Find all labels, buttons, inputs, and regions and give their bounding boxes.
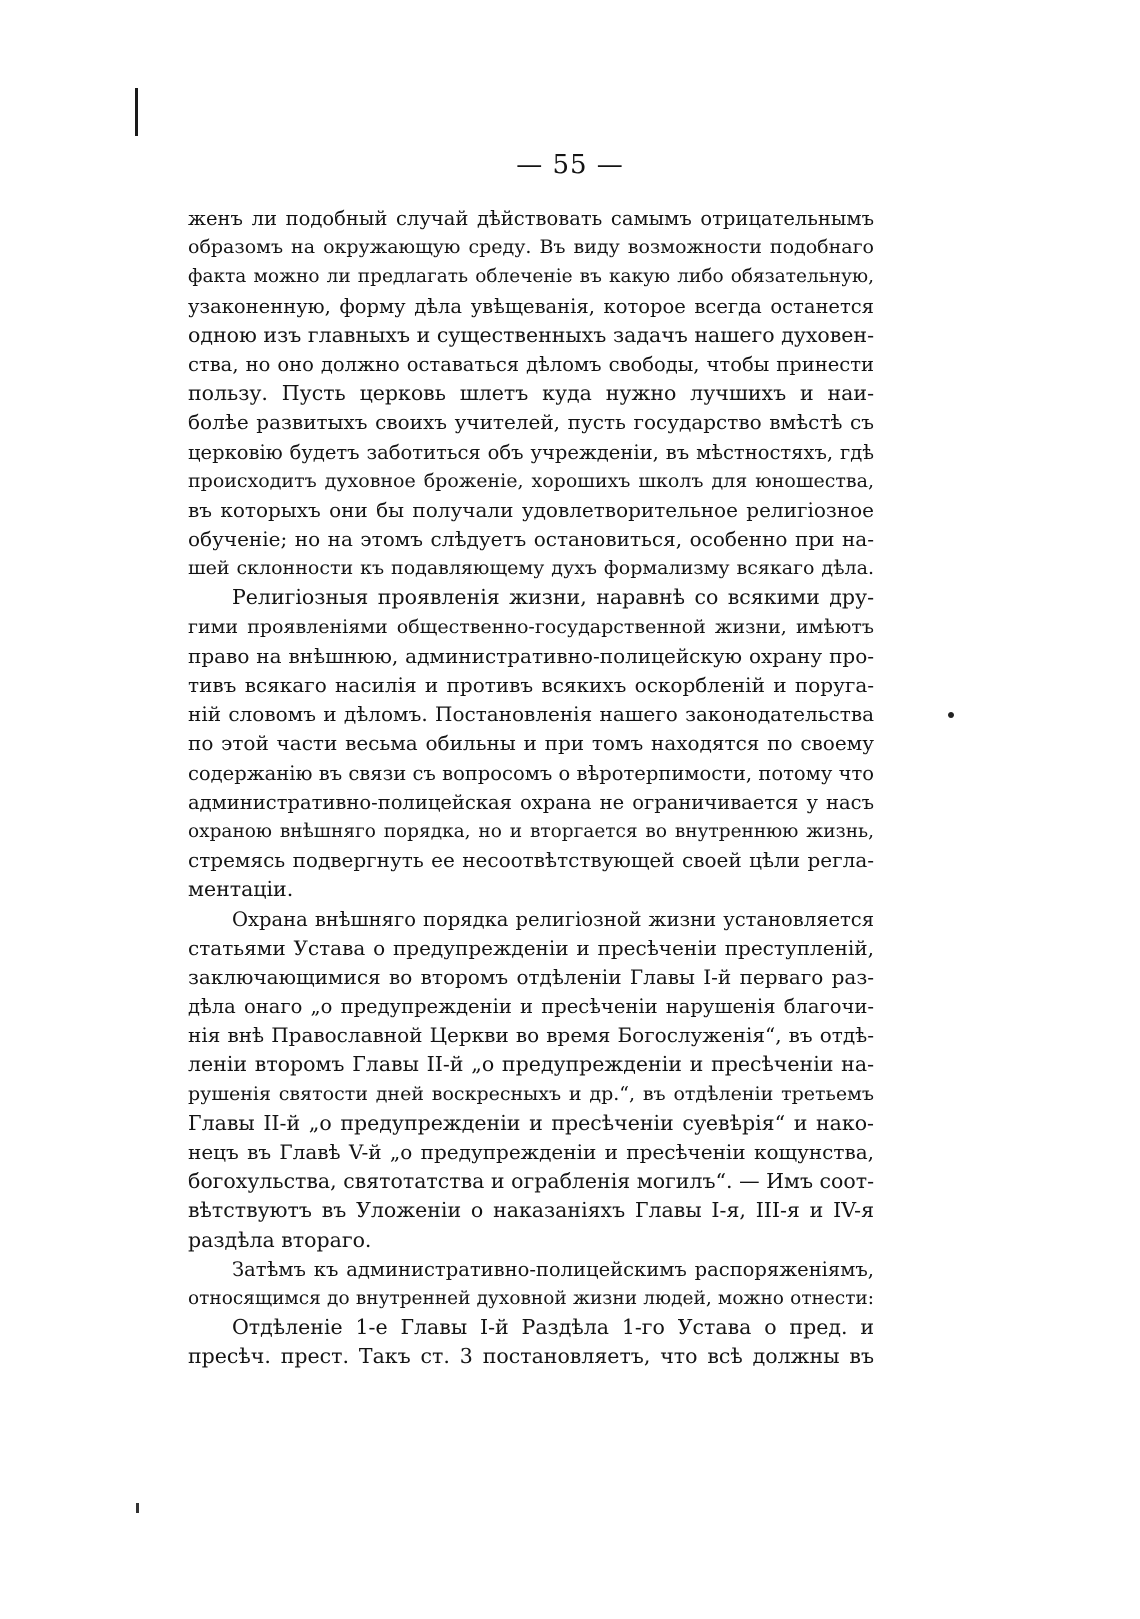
text-line: Главы II-й „о предупрежденіи и пресѣченіи суевѣрія“ и нако- — [188, 1110, 874, 1135]
text-line: шей склонности къ подавляющему духъ формализму всякаго дѣла. — [188, 557, 874, 580]
paragraph-end-line: раздѣла втораго. — [188, 1227, 372, 1252]
text-line: образомъ на окружающую среду. Въ виду возможности подобнаго — [188, 236, 874, 259]
text-line: ства, но оно должно оставаться дѣломъ свободы, чтобы принести — [188, 352, 874, 376]
text-line: женъ ли подобный случай дѣйствовать самымъ отрицательнымъ — [188, 207, 874, 230]
text-line: пользу. Пусть церковь шлетъ куда нужно лучшихъ и наи- — [188, 381, 874, 406]
paragraph-end-line: ментаціи. — [188, 877, 294, 902]
text-line: факта можно ли предлагать облеченіе въ какую либо обязательную, — [188, 266, 874, 288]
body-text — [188, 204, 874, 1372]
text-line: болѣе развитыхъ своихъ учителей, пусть государство вмѣстѣ съ — [188, 410, 874, 435]
scan-edge-mark-bottom — [136, 1503, 139, 1513]
text-line: относящимся до внутренней духовной жизни людей, можно отнести: — [188, 1287, 874, 1309]
text-line: ній словомъ и дѣломъ. Постановленія нашего законодательства — [188, 702, 874, 727]
text-line: по этой части весьма обильны и при томъ находятся по своему — [188, 731, 874, 756]
text-line: узаконенную, форму дѣла увѣщеванія, которое всегда останется — [188, 294, 874, 318]
text-line: нія внѣ Православной Церкви во время Богослуженія“, въ отдѣ- — [188, 1023, 874, 1048]
text-line: церковію будетъ заботиться объ учрежденіи, въ мѣстностяхъ, гдѣ — [188, 440, 874, 464]
text-line: въ которыхъ они бы получали удовлетворительное религіозное — [188, 497, 874, 522]
text-line: статьями Устава о предупрежденіи и пресѣченіи преступленій, — [188, 935, 874, 960]
scan-edge-mark — [135, 88, 138, 136]
text-line: одною изъ главныхъ и существенныхъ задачъ нашего духовен- — [188, 322, 874, 347]
text-line: охраною внѣшняго порядка, но и вторгается во внутреннюю жизнь, — [188, 820, 874, 842]
text-line: содержанію въ связи съ вопросомъ о вѣротерпимости, потому что — [188, 761, 874, 785]
text-line: заключающимися во второмъ отдѣленіи Главы I-й перваго раз- — [188, 964, 874, 989]
paragraph-start-line: Затѣмъ къ административно-полицейскимъ распоряженіямъ, — [232, 1257, 874, 1281]
text-line: пресѣч. прест. Такъ ст. 3 постановляетъ, что всѣ должны въ — [188, 1344, 874, 1369]
text-line: обученіе; но на этомъ слѣдуетъ остановиться, особенно при на- — [188, 527, 874, 552]
text-line: стремясь подвергнуть ее несоотвѣтствующей своей цѣли регла- — [188, 848, 874, 873]
text-line: тивъ всякаго насилія и противъ всякихъ оскорбленій и поруга- — [188, 673, 874, 697]
text-line: происходитъ духовное броженіе, хорошихъ школъ для юношества, — [188, 469, 874, 492]
text-line: богохульства, святотатства и ограбленія могилъ“. — Имъ соот- — [188, 1169, 874, 1194]
text-line: вѣтствуютъ въ Уложеніи о наказаніяхъ Главы I-я, III-я и IV-я — [188, 1198, 874, 1223]
ink-speck — [948, 712, 954, 718]
text-line: рушенія святости дней воскресныхъ и др.“, въ отдѣленіи третьемъ — [188, 1082, 874, 1105]
text-line: право на внѣшнюю, административно-полицейскую охрану про- — [188, 643, 874, 668]
text-line: административно-полицейская охрана не ограничивается у насъ — [188, 790, 874, 814]
text-line: леніи второмъ Главы II-й „о предупрежденіи и пресѣченіи на- — [188, 1052, 874, 1077]
text-line: дѣла онаго „о предупрежденіи и пресѣченіи нарушенія благочи- — [188, 995, 874, 1019]
paragraph-start-line: Охрана внѣшняго порядка религіозной жизни установляется — [232, 907, 874, 931]
text-line: гими проявленіями общественно-государственной жизни, имѣютъ — [188, 615, 874, 638]
page-number: — 55 — — [516, 150, 624, 180]
text-line: нецъ въ Главѣ V-й „о предупрежденіи и пресѣченіи кощунства, — [188, 1140, 874, 1164]
paragraph-start-line: Отдѣленіе 1-е Главы I-й Раздѣла 1-го Устава о пред. и — [232, 1315, 874, 1340]
paragraph-start-line: Религіозныя проявленія жизни, наравнѣ со всякими дру- — [232, 585, 874, 610]
